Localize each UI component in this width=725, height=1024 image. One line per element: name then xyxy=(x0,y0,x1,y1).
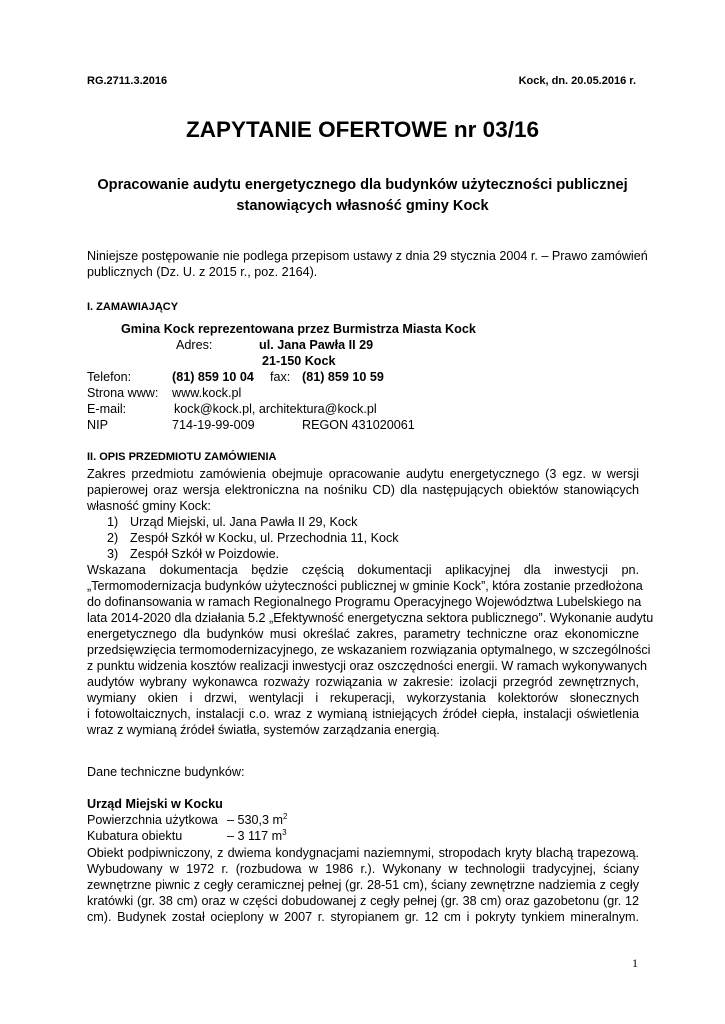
address-city: 21-150 Kock xyxy=(262,354,336,368)
www-label: Strona www: xyxy=(87,386,159,400)
subtitle-line-2: stanowiących własność gminy Kock xyxy=(236,198,489,214)
paragraph-line: audytów wybrany wykonawca rozważy rozwiązania w zakresie: izolacji przegród zewnętrznych, xyxy=(87,675,639,689)
paragraph-line: i fotowoltaicznych, instalacji c.o. wraz z wymianą istniejących źródeł ciepła, instalacji oświetlenia xyxy=(87,707,639,721)
list-item: Zespół Szkół w Poizdowie. xyxy=(130,547,280,561)
paragraph-line: kratówki (gr. 38 cm) oraz w części dobudowanej z cegły pełnej (gr. 38 cm) oraz gazobetonu (gr. 12 xyxy=(87,894,639,908)
list-item: Urząd Miejski, ul. Jana Pawła II 29, Kock xyxy=(130,515,358,529)
paragraph-line: własność gminy Kock: xyxy=(87,499,211,513)
regon-value: REGON 431020061 xyxy=(302,418,415,432)
list-item-number: 1) xyxy=(107,515,119,529)
list-item-number: 2) xyxy=(107,531,119,545)
intro-line-1: Niniejsze postępowanie nie podlega przepisom ustawy z dnia 29 stycznia 2004 r. – Prawo zamówień xyxy=(87,249,648,263)
area-label: Powierzchnia użytkowa xyxy=(87,813,218,827)
section-2-heading: II. OPIS PRZEDMIOTU ZAMÓWIENIA xyxy=(87,451,277,463)
paragraph-line: z punktu widzenia kosztów realizacji inwestycji oraz oszczędności energii. W ramach wykonywanych xyxy=(87,659,647,673)
volume-label: Kubatura obiektu xyxy=(87,829,183,843)
reference-number: RG.2711.3.2016 xyxy=(87,75,168,87)
paragraph-line: zewnętrzne piwnic z cegły ceramicznej pełnej (gr. 28-51 cm), ściany zewnętrzne nadziemia z cegły xyxy=(87,878,639,892)
address-label: Adres: xyxy=(176,338,213,352)
paragraph-line: papierowej oraz wersja elektroniczna na nośniku CD) dla następujących obiektów stanowiących xyxy=(87,483,639,497)
paragraph-line: Zakres przedmiotu zamówienia obejmuje opracowanie audytu energetycznego (3 egz. w wersji xyxy=(87,467,639,481)
paragraph-line: do dofinansowania w ramach Regionalnego Programu Operacyjnego Województwa Lubelskiego na xyxy=(87,595,642,609)
building-heading: Urząd Miejski w Kocku xyxy=(87,797,223,811)
page-number: 1 xyxy=(632,956,638,970)
list-item-number: 3) xyxy=(107,547,119,561)
fax-value: (81) 859 10 59 xyxy=(302,370,384,384)
nip-label: NIP xyxy=(87,418,108,432)
fax-label: fax: xyxy=(270,370,291,384)
nip-value: 714-19-99-009 xyxy=(172,418,255,432)
paragraph-line: lata 2014-2020 dla działania 5.2 „Efektywność energetyczna sektora publicznego”. Wykonanie audytu xyxy=(87,611,654,625)
section-1-heading: I. ZAMAWIAJĄCY xyxy=(87,301,179,313)
paragraph-line: cm). Budynek został ocieplony w 2007 r. styropianem gr. 12 cm i pokryty tynkiem mineralnym. xyxy=(87,910,639,924)
paragraph-line: wymiany okien i drzwi, wentylacji i rekuperacji, wykorzystania kolektorów słonecznych xyxy=(87,691,639,705)
phone-label: Telefon: xyxy=(87,370,132,384)
paragraph-line: Obiekt podpiwniczony, z dwiema kondygnacjami naziemnymi, stropodach kryty blachą trapezową. xyxy=(87,846,639,860)
paragraph-line: „Termomodernizacja budynków użyteczności publicznej w gminie Kock”, która zostanie przedłożona xyxy=(87,579,643,593)
place-date: Kock, dn. 20.05.2016 r. xyxy=(518,75,636,87)
email-label: E-mail: xyxy=(87,402,127,416)
subtitle-line-1: Opracowanie audytu energetycznego dla budynków użyteczności publicznej xyxy=(97,177,628,193)
paragraph-line: wraz z wymianą źródeł światła, systemów zarządzania energią. xyxy=(87,723,440,737)
phone-value: (81) 859 10 04 xyxy=(172,370,254,384)
area-value: – 530,3 $m^2$ xyxy=(227,812,288,827)
address-street: ul. Jana Pawła II 29 xyxy=(259,338,374,352)
orderer-org: Gmina Kock reprezentowana przez Burmistrza Miasta Kock xyxy=(121,322,476,336)
document-title: ZAPYTANIE OFERTOWE nr 03/16 xyxy=(186,117,539,142)
intro-line-2: publicznych (Dz. U. z 2015 r., poz. 2164). xyxy=(87,265,318,279)
email-value: kock@kock.pl, architektura@kock.pl xyxy=(174,402,377,416)
paragraph-line: Wskazana dokumentacja będzie częścią dokumentacji aplikacyjnej dla inwestycji pn. xyxy=(87,563,639,577)
volume-value: – 3 117 $m^3$ xyxy=(227,828,287,843)
www-value: www.kock.pl xyxy=(172,386,242,400)
paragraph-line: Wybudowany w 1972 r. (rozbudowa w 1986 r.). Wykonany w technologii tradycyjnej, ściany xyxy=(87,862,639,876)
paragraph-line: przedsięwzięcia termomodernizacyjnego, ze wskazaniem rozwiązania optymalnego, w szczególności xyxy=(87,643,651,657)
technical-data-heading: Dane techniczne budynków: xyxy=(87,765,245,779)
paragraph-line: energetycznego dla budynków musi określać zakres, parametry techniczne oraz ekonomiczne xyxy=(87,627,639,641)
list-item: Zespół Szkół w Kocku, ul. Przechodnia 11, Kock xyxy=(130,531,399,545)
